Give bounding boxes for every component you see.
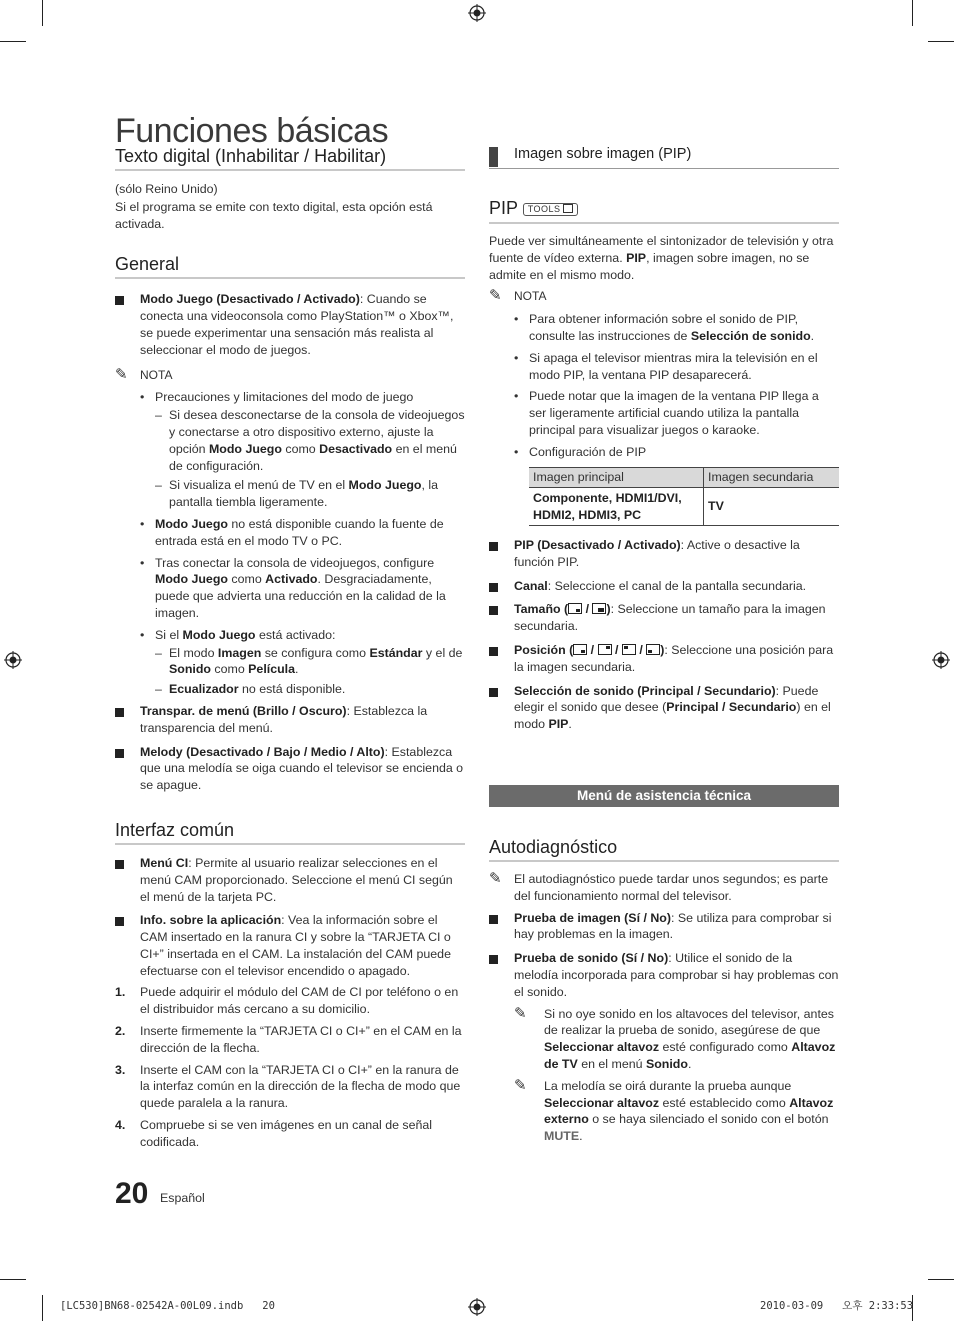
item-title: Info. sobre la aplicación bbox=[140, 913, 282, 928]
teletext-heading: Texto digital (Inhabilitar / Habilitar) bbox=[115, 145, 465, 171]
pip-note bbox=[489, 288, 839, 305]
support-menu-bar: Menú de asistencia técnica bbox=[489, 785, 839, 807]
note-label: NOTA bbox=[514, 289, 547, 304]
app-info-item bbox=[115, 912, 465, 979]
pencil-icon: ✎ bbox=[489, 287, 502, 305]
teletext-desc: Si el programa se emite con texto digital, esta opción está activada. bbox=[115, 199, 433, 231]
general-heading: General bbox=[115, 253, 465, 279]
note-bold: Modo Juego bbox=[348, 478, 422, 493]
dash-icon: – bbox=[155, 645, 162, 660]
registration-mark-icon bbox=[468, 1298, 486, 1316]
section-marker bbox=[489, 147, 498, 167]
note-text: Configuración de PIP bbox=[529, 444, 647, 459]
pencil-icon: ✎ bbox=[489, 870, 502, 887]
square-bullet-icon bbox=[489, 915, 498, 924]
crop-mark bbox=[912, 0, 913, 26]
game-mode-title: Modo Juego (Desactivado / Activado) bbox=[140, 292, 360, 307]
pip-position-bottom-left-icon bbox=[646, 644, 660, 655]
pip-intro bbox=[489, 233, 839, 283]
item-text: : Seleccione un tamaño para la imagen secundaria. bbox=[514, 602, 826, 634]
note-bold: Seleccionar altavoz bbox=[544, 1040, 660, 1055]
table-header-row bbox=[529, 468, 839, 488]
note-bold: Modo Juego bbox=[155, 516, 228, 531]
pip-heading bbox=[489, 197, 839, 224]
pip-size-large-icon bbox=[592, 603, 606, 614]
note-bold: Sonido bbox=[169, 662, 211, 677]
square-bullet-icon bbox=[489, 647, 498, 656]
square-bullet-icon bbox=[115, 296, 124, 305]
text: , imagen sobre imagen, no se admite en el mismo modo. bbox=[489, 250, 810, 282]
registration-mark-icon bbox=[4, 651, 22, 669]
game-mode-item bbox=[115, 291, 465, 358]
position-item bbox=[489, 642, 839, 676]
item-text: : Seleccione el canal de la pantalla secundaria. bbox=[547, 578, 807, 593]
ci-step bbox=[115, 1023, 465, 1057]
text: Puede ver simultáneamente el sintonizador de televisión y otra fuente de vídeo externa. bbox=[489, 234, 834, 265]
table-header-cell: Imagen secundaria bbox=[704, 468, 840, 488]
note-subitem bbox=[115, 645, 465, 679]
crop-mark bbox=[0, 41, 26, 42]
item-text: : Seleccione una posición para la imagen secundaria. bbox=[514, 642, 834, 674]
pip-position-bottom-right-icon bbox=[573, 644, 587, 655]
pip-section-heading bbox=[489, 145, 839, 169]
step-number: 4. bbox=[115, 1118, 126, 1133]
tools-badge bbox=[523, 203, 578, 216]
item-text: . bbox=[568, 717, 572, 732]
item-text: : Puede elegir el sonido que desee ( bbox=[514, 683, 819, 715]
footer-file-info: [LC530]BN68-02542A-00L09.indb 20 bbox=[60, 1300, 275, 1312]
separator: / bbox=[611, 642, 622, 657]
item-text: : Vea la información sobre el CAM insertado en la ranura CI y sobre la “TARJETA CI o CI+” insertada en el CAM. La instalación del CAM puede efectuarse con el televisor encendido o apagado. bbox=[140, 913, 451, 978]
sound-test-item bbox=[489, 950, 839, 1000]
step-number: 2. bbox=[115, 1024, 126, 1039]
note-bold: Altavoz de TV bbox=[544, 1040, 836, 1071]
note-text: . bbox=[810, 328, 815, 343]
page-number: 20 bbox=[115, 1177, 149, 1210]
square-bullet-icon bbox=[489, 688, 498, 697]
crop-mark bbox=[928, 1279, 954, 1280]
bullet-icon: • bbox=[514, 350, 519, 365]
registration-mark-icon bbox=[468, 4, 486, 22]
game-mode-text: : Cuando se conecta una videoconsola como PlayStation™ o Xbox™, se puede experimentar una sensación más realista al seleccionar el modo de juegos. bbox=[140, 292, 454, 357]
dash-icon: – bbox=[155, 682, 162, 697]
pip-position-top-right-icon bbox=[598, 644, 612, 655]
item-title: ) bbox=[606, 602, 611, 617]
table-header-cell: Imagen principal bbox=[529, 468, 704, 488]
item-text: : Establezca que una melodía se oiga cuando el televisor se encienda o se apague. bbox=[140, 744, 464, 793]
channel-item bbox=[489, 578, 839, 595]
step-text: Puede adquirir el módulo del CAM de CI por teléfono o en el distribuidor más cercano a su domicilio. bbox=[140, 985, 459, 1017]
note-bold: Activado bbox=[265, 572, 318, 587]
note-subitem bbox=[115, 407, 465, 474]
item-title: Prueba de imagen (Sí / No) bbox=[514, 910, 671, 925]
bullet-icon: • bbox=[514, 389, 519, 404]
bullet-icon: • bbox=[140, 516, 145, 531]
pip-onoff-item bbox=[489, 537, 839, 571]
note-text: Precauciones y limitaciones del modo de juego bbox=[155, 390, 414, 405]
crop-mark bbox=[928, 41, 954, 42]
sound-selection-item bbox=[489, 683, 839, 733]
step-number: 3. bbox=[115, 1062, 126, 1077]
note-subitem bbox=[115, 681, 465, 698]
note-text: Para obtener información sobre el sonido de PIP, consulte las instrucciones de bbox=[529, 312, 799, 343]
note-bold: Selección de sonido bbox=[690, 328, 811, 343]
note-text: en el menú de configuración. bbox=[169, 441, 457, 473]
table-row bbox=[529, 487, 839, 526]
note-text: Si visualiza el menú de TV en el bbox=[169, 478, 349, 493]
ci-step bbox=[115, 1117, 465, 1151]
note-text: y el de bbox=[422, 645, 463, 660]
note-text: . bbox=[295, 662, 299, 677]
pip-config-table bbox=[529, 467, 839, 526]
bullet-icon: • bbox=[140, 555, 145, 570]
ci-menu-item bbox=[115, 855, 465, 905]
separator: / bbox=[582, 602, 593, 617]
note-text: El modo bbox=[169, 645, 218, 660]
note-bold: MUTE bbox=[544, 1129, 580, 1144]
teletext-region: (sólo Reino Unido) bbox=[115, 182, 218, 196]
note-bold: Seleccionar altavoz bbox=[544, 1095, 660, 1110]
note-bullet bbox=[115, 627, 465, 644]
pip-title: PIP bbox=[489, 198, 518, 218]
square-bullet-icon bbox=[115, 708, 124, 717]
self-diagnosis-note bbox=[489, 871, 839, 905]
pip-size-small-icon bbox=[568, 603, 582, 614]
note-bold: Sonido bbox=[645, 1056, 688, 1071]
item-text: ) en el modo bbox=[514, 700, 831, 732]
table-cell: Componente, HDMI1/DVI, HDMI2, HDMI3, PC bbox=[529, 487, 704, 526]
note-text: como bbox=[281, 441, 320, 456]
note-bullet bbox=[115, 555, 465, 622]
note-text: o se haya silenciado el sonido con el botón bbox=[588, 1112, 829, 1127]
tools-label: TOOLS bbox=[527, 204, 561, 214]
dash-icon: – bbox=[155, 478, 162, 493]
page-title: Funciones básicas bbox=[115, 111, 389, 150]
note-text: Tras conectar la consola de videojuegos, configure bbox=[155, 555, 435, 570]
left-column bbox=[115, 145, 465, 1151]
square-bullet-icon bbox=[489, 542, 498, 551]
common-interface-heading: Interfaz común bbox=[115, 819, 465, 845]
item-title: Menú CI bbox=[140, 855, 189, 870]
item-title: Canal bbox=[514, 578, 548, 593]
square-bullet-icon bbox=[489, 606, 498, 615]
bullet-icon: • bbox=[140, 390, 145, 405]
note-text: Si el bbox=[155, 627, 183, 642]
note-bullet bbox=[489, 350, 839, 384]
bullet-icon: • bbox=[140, 627, 145, 642]
self-diagnosis-heading: Autodiagnóstico bbox=[489, 836, 839, 862]
item-title: Melody (Desactivado / Bajo / Medio / Alto) bbox=[140, 744, 385, 759]
section-title: Imagen sobre imagen (PIP) bbox=[514, 146, 692, 162]
note-subitem bbox=[115, 477, 465, 511]
tools-icon bbox=[563, 204, 573, 213]
note-text: en el menú bbox=[577, 1056, 646, 1071]
item-title: ) bbox=[660, 642, 665, 657]
note-bold: Película bbox=[248, 662, 296, 677]
item-text: : Se utiliza para comprobar si hay problemas en la imagen. bbox=[514, 910, 832, 942]
square-bullet-icon bbox=[489, 583, 498, 592]
note-text: Si desea desconectarse de la consola de videojuegos y conectarse a otro dispositivo externo, ajuste la opción bbox=[169, 408, 465, 456]
ci-step bbox=[115, 984, 465, 1018]
item-text: : Utilice el sonido de la melodía incorporada para comprobar si hay problemas con el sonido. bbox=[514, 951, 839, 999]
item-title: Prueba de sonido (Sí / No) bbox=[514, 951, 669, 966]
dash-icon: – bbox=[155, 408, 162, 423]
note-bullet bbox=[115, 516, 465, 550]
note-text: esté configurado como bbox=[659, 1040, 792, 1055]
step-text: Inserte firmemente la “TARJETA CI o CI+” en el CAM en la dirección de la flecha. bbox=[140, 1024, 462, 1055]
note-bullet bbox=[115, 389, 465, 406]
table-cell: TV bbox=[704, 487, 840, 526]
note-text: Puede notar que la imagen de la ventana PIP llega a ser ligeramente artificial cuando utiliza la pantalla principal para visualizar juegos o karaoke. bbox=[529, 389, 819, 437]
note-text: esté establecido como bbox=[659, 1095, 790, 1110]
item-title: PIP (Desactivado / Activado) bbox=[514, 538, 681, 552]
square-bullet-icon bbox=[115, 917, 124, 926]
note-text: como bbox=[210, 662, 249, 677]
note-text: no está disponible cuando la fuente de entrada está en el modo TV o PC. bbox=[155, 516, 444, 548]
note-bullet bbox=[489, 444, 839, 461]
bold: PIP bbox=[626, 250, 647, 265]
size-item bbox=[489, 601, 839, 635]
note-text: . bbox=[579, 1129, 583, 1144]
right-column bbox=[489, 145, 839, 461]
separator: / bbox=[587, 642, 598, 657]
pencil-icon: ✎ bbox=[115, 365, 128, 383]
crop-mark bbox=[0, 1279, 26, 1280]
item-title: Selección de sonido (Principal / Secundario) bbox=[514, 683, 776, 698]
note-text: no está disponible. bbox=[238, 682, 346, 697]
item-title: Posición ( bbox=[514, 642, 574, 657]
language-label: Español bbox=[160, 1191, 205, 1205]
note-bullet bbox=[489, 388, 839, 438]
item-bold: PIP bbox=[548, 717, 569, 732]
melody-item bbox=[115, 744, 465, 794]
note-text: Si no oye sonido en los altavoces del televisor, antes de realizar la prueba de sonido, asegúrese de que bbox=[544, 1006, 834, 1038]
note-bullet bbox=[489, 311, 839, 345]
footer-timestamp: 2010-03-09 오후 2:33:53 bbox=[760, 1300, 914, 1312]
note-bold: Estándar bbox=[369, 645, 423, 660]
bullet-icon: • bbox=[514, 312, 519, 327]
square-bullet-icon bbox=[489, 955, 498, 964]
registration-mark-icon bbox=[932, 651, 950, 669]
item-text: : Active o desactive la función PIP. bbox=[514, 538, 800, 569]
menu-transparency-item bbox=[115, 703, 465, 737]
note-bold: Modo Juego bbox=[208, 441, 282, 456]
note-bold: Ecualizador bbox=[169, 682, 239, 697]
step-number: 1. bbox=[115, 985, 126, 1000]
pencil-icon: ✎ bbox=[514, 1076, 527, 1094]
item-title: Tamaño ( bbox=[514, 602, 569, 617]
square-bullet-icon bbox=[115, 860, 124, 869]
item-text: : Establezca la transparencia del menú. bbox=[140, 703, 428, 735]
note-bold: Imagen bbox=[217, 645, 262, 660]
note-bold: Desactivado bbox=[319, 441, 393, 456]
crop-mark bbox=[42, 1295, 43, 1321]
note-text: , la pantalla tiembla ligeramente. bbox=[169, 478, 439, 510]
note-text: se configura como bbox=[261, 645, 370, 660]
note-text: Si apaga el televisor mientras mira la televisión en el modo PIP, la ventana PIP desaparecerá. bbox=[529, 350, 818, 382]
bullet-icon: • bbox=[514, 444, 519, 459]
note-bold: Modo Juego bbox=[155, 572, 228, 587]
item-text: : Permite al usuario realizar selecciones en el menú CAM proporcionado. Seleccione el menú CI según el menú de la tarjeta PC. bbox=[140, 855, 453, 904]
right-column-lower bbox=[489, 537, 839, 733]
note-text: . Desgraciadamente, puede que advierta una reducción en la calidad de la imagen. bbox=[155, 572, 446, 620]
pip-position-top-left-icon bbox=[622, 644, 636, 655]
item-title: Transpar. de menú (Brillo / Oscuro) bbox=[140, 703, 347, 718]
note-text: . bbox=[687, 1056, 692, 1071]
step-text: Compruebe si se ven imágenes en un canal de señal codificada. bbox=[140, 1118, 433, 1149]
picture-test-item bbox=[489, 910, 839, 944]
separator: / bbox=[635, 642, 647, 657]
note-text: está activado: bbox=[255, 627, 336, 642]
square-bullet-icon bbox=[115, 749, 124, 758]
note-bold: Modo Juego bbox=[182, 627, 256, 642]
sound-test-note bbox=[489, 1006, 839, 1073]
ci-step bbox=[115, 1062, 465, 1112]
crop-mark bbox=[42, 0, 43, 26]
item-bold: Principal / Secundario bbox=[666, 700, 797, 715]
pencil-icon: ✎ bbox=[514, 1004, 527, 1022]
note-bold: Altavoz externo bbox=[544, 1095, 834, 1127]
note-text: El autodiagnóstico puede tardar unos segundos; es parte del funcionamiento normal del televisor. bbox=[514, 872, 829, 903]
step-text: Inserte el CAM con la “TARJETA CI o CI+” en la ranura de la interfaz común en la dirección de la flecha de modo que quede paralela a la ranura. bbox=[140, 1062, 461, 1111]
note-text: como bbox=[227, 572, 266, 587]
game-mode-note bbox=[115, 367, 465, 384]
note-label: NOTA bbox=[140, 367, 173, 382]
self-diagnosis-section bbox=[489, 836, 839, 1145]
sound-test-note bbox=[489, 1078, 839, 1145]
note-text: La melodía se oirá durante la prueba aunque bbox=[544, 1078, 792, 1093]
